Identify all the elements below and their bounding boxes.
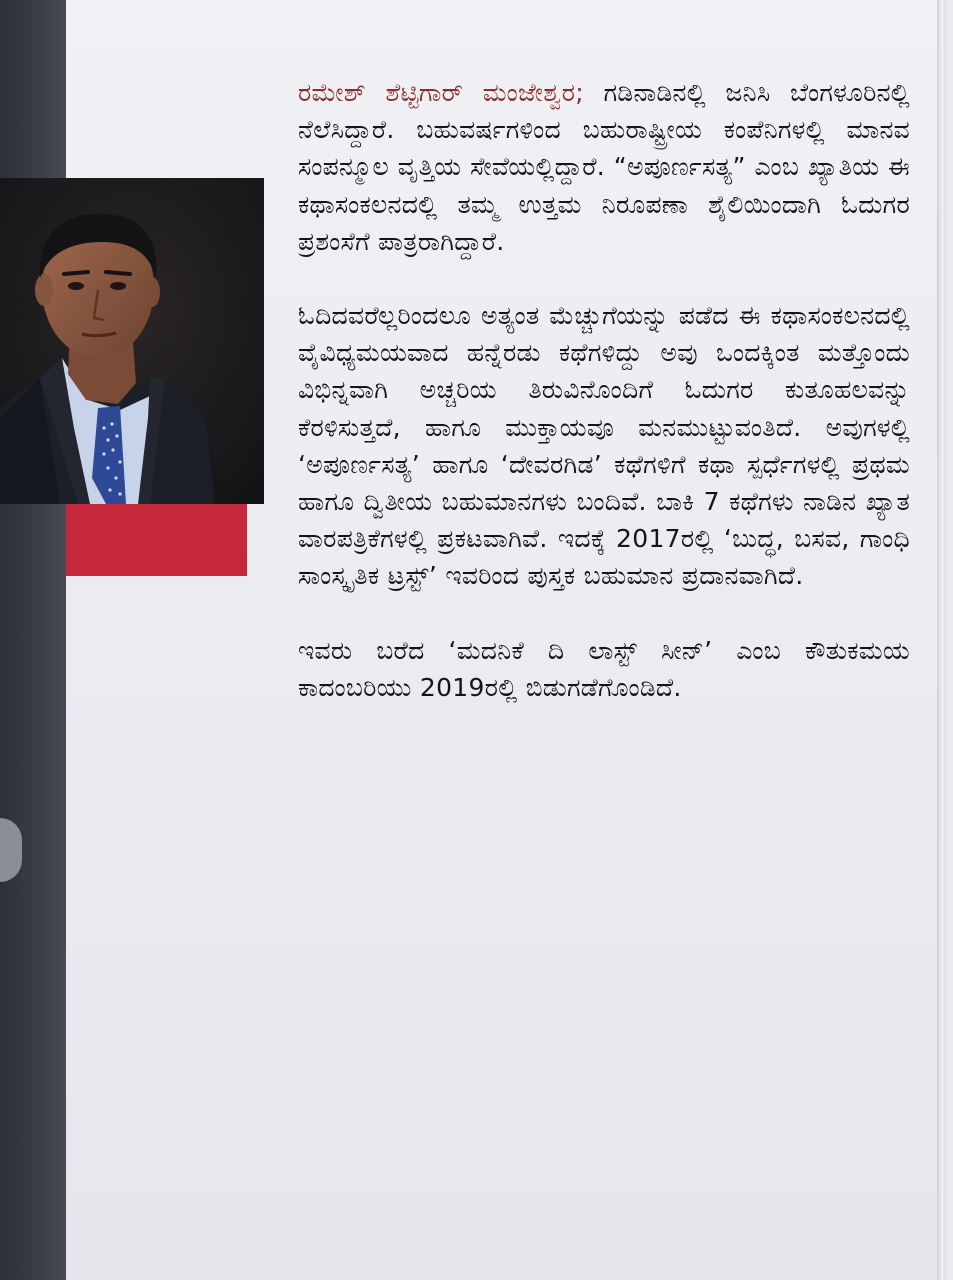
author-photo — [0, 178, 264, 504]
page-edge — [937, 0, 946, 1280]
author-name: ರಮೇಶ್ ಶೆಟ್ಟಿಗಾರ್ ಮಂಜೇಶ್ವರ; — [298, 78, 584, 107]
author-portrait-icon — [0, 178, 264, 504]
bio-paragraph-1 — [298, 74, 910, 260]
bio-paragraph-1-text: ಗಡಿನಾಡಿನಲ್ಲಿ ಜನಿಸಿ ಬೆಂಗಳೂರಿನಲ್ಲಿ ನೆಲೆಸಿದ್ದಾರೆ. ಬಹುವರ್ಷಗಳಿಂದ ಬಹುರಾಷ್ಟ್ರೀಯ ಕಂಪೆನಿಗಳಲ್ಲಿ ಮಾನವ ಸಂಪನ್ಮೂಲ ವೃತ್ತಿಯ ಸೇವೆಯಲ್ಲಿದ್ದಾರೆ. “ಅಪೂರ್ಣಸತ್ಯ” ಎಂಬ ಖ್ಯಾತಿಯ ಈ ಕಥಾಸಂಕಲನದಲ್ಲಿ ತಮ್ಮ ಉತ್ತಮ ನಿರೂಪಣಾ ಶೈಲಿಯಿಂದಾಗಿ ಓದುಗರ ಪ್ರಶಂಸೆಗೆ ಪಾತ್ರರಾಗಿದ್ದಾರೆ. — [298, 78, 910, 256]
spine-logo-mark — [0, 818, 22, 882]
author-bio — [298, 74, 910, 706]
bio-paragraph-2: ಓದಿದವರೆಲ್ಲರಿಂದಲೂ ಅತ್ಯಂತ ಮೆಚ್ಚುಗೆಯನ್ನು ಪಡೆದ ಈ ಕಥಾಸಂಕಲನದಲ್ಲಿ ವೈವಿಧ್ಯಮಯವಾದ ಹನ್ನೆರಡು ಕಥೆಗಳಿದ್ದು ಅವು ಒಂದಕ್ಕಿಂತ ಮತ್ತೊಂದು ವಿಭಿನ್ನವಾಗಿ ಅಚ್ಚರಿಯ ತಿರುವಿನೊಂದಿಗೆ ಓದುಗರ ಕುತೂಹಲವನ್ನು ಕೆರಳಿಸುತ್ತದೆ, ಹಾಗೂ ಮುಕ್ತಾಯವೂ ಮನಮುಟ್ಟುವಂತಿದೆ. ಅವುಗಳಲ್ಲಿ ‘ಅಪೂರ್ಣಸತ್ಯ’ ಹಾಗೂ ‘ದೇವರಗಿಡ’ ಕಥೆಗಳಿಗೆ ಕಥಾ ಸ್ಪರ್ಧೆಗಳಲ್ಲಿ ಪ್ರಥಮ ಹಾಗೂ ದ್ವಿತೀಯ ಬಹುಮಾನಗಳು ಬಂದಿವೆ. ಬಾಕಿ 7 ಕಥೆಗಳು ನಾಡಿನ ಖ್ಯಾತ ವಾರಪತ್ರಿಕೆಗಳಲ್ಲಿ ಪ್ರಕಟವಾಗಿವೆ. ಇದಕ್ಕೆ 2017ರಲ್ಲಿ ‘ಬುದ್ಧ, ಬಸವ, ಗಾಂಧಿ ಸಾಂಸ್ಕೃತಿಕ ಟ್ರಸ್ಟ್’ ಇವರಿಂದ ಪುಸ್ತಕ ಬಹುಮಾನ ಪ್ರದಾನವಾಗಿದೆ. — [298, 301, 910, 591]
accent-red-bar — [66, 504, 247, 576]
bio-paragraph-3: ಇವರು ಬರೆದ ‘ಮದನಿಕೆ ದಿ ಲಾಸ್ಟ್ ಸೀನ್’ ಎಂಬ ಕೌತುಕಮಯ ಕಾದಂಬರಿಯು 2019ರಲ್ಲಿ ಬಿಡುಗಡೆಗೊಂಡಿದೆ. — [298, 635, 910, 702]
